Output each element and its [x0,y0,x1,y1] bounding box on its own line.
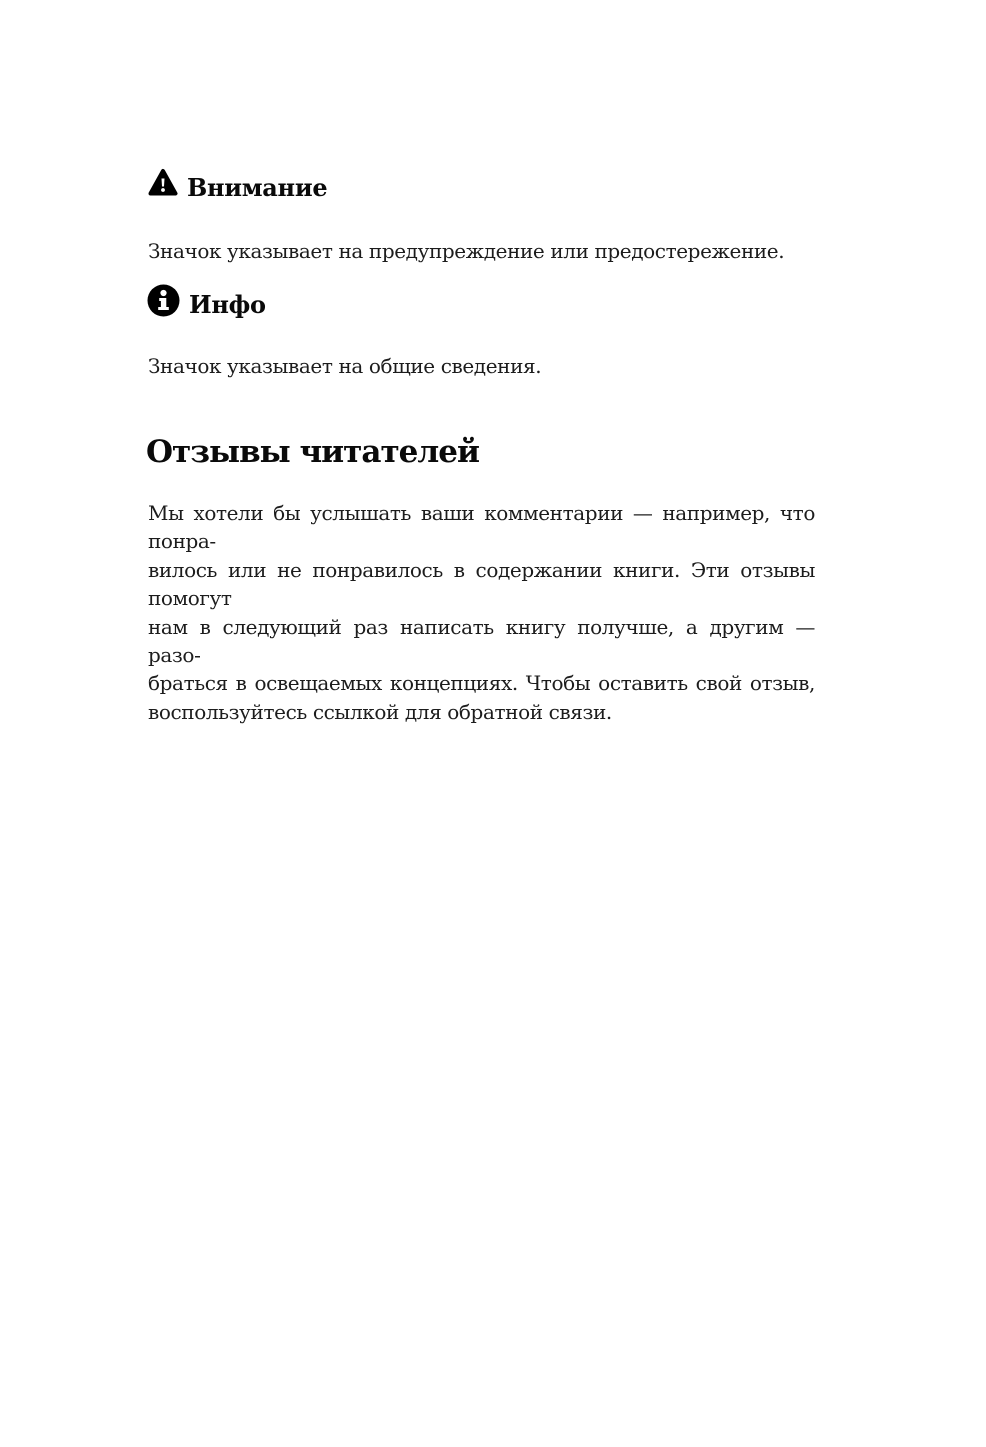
warning-note-title: Внимание [187,173,328,202]
warning-note-heading [148,168,327,203]
warning-note-description: Значок указывает на предупреждение или предостережение. [148,239,785,263]
info-note-title: Инфо [189,290,266,319]
paragraph-line: нам в следующий раз написать книгу получше, а другим — разо- [148,614,815,668]
paragraph-line: браться в освещаемых концепциях. Чтобы оставить свой отзыв, [148,671,815,696]
section-heading: Отзывы читателей [146,434,479,470]
info-note-heading [147,284,266,320]
paragraph-line: вилось или не понравилось в содержании книги. Эти отзывы помогут [148,557,815,611]
paragraph-line: воспользуйтесь ссылкой для обратной связи. [148,699,612,724]
warning-triangle-icon [148,168,178,198]
paragraph-line: Мы хотели бы услышать ваши комментарии — например, что понра- [148,501,815,554]
reader-feedback-paragraph [148,499,815,726]
info-circle-icon [147,284,180,317]
info-note-description: Значок указывает на общие сведения. [148,354,542,378]
